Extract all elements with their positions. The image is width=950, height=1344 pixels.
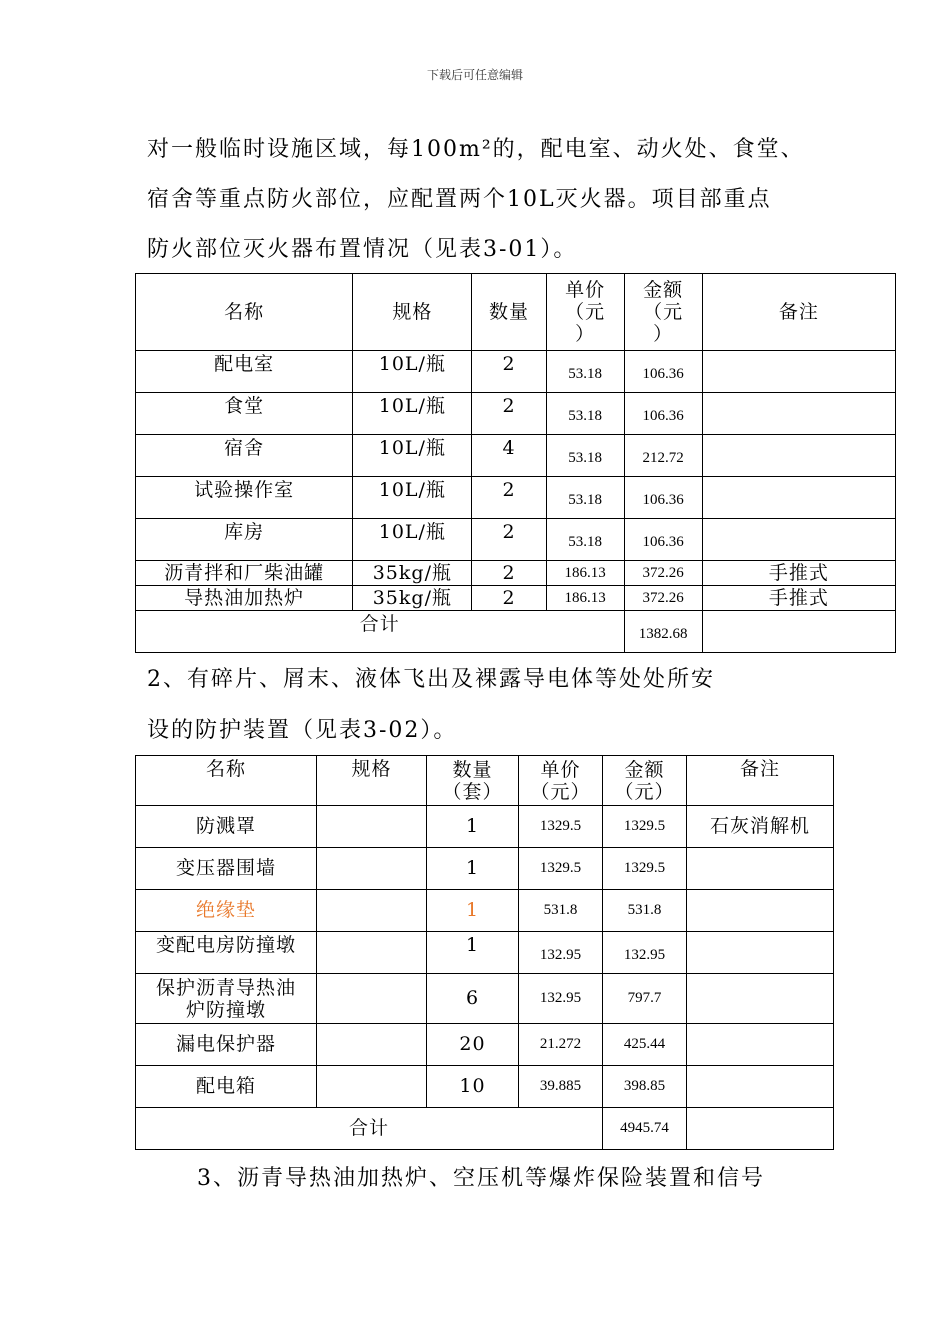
- header-note: 下载后可任意编辑: [426, 68, 523, 82]
- cell-amount: 425.44: [603, 1024, 687, 1066]
- cell-qty: 1: [427, 932, 519, 974]
- cell-amount: 372.26: [624, 586, 702, 611]
- cell-name: 绝缘垫: [136, 890, 317, 932]
- table-row: [136, 1066, 834, 1108]
- cell-spec: [317, 806, 427, 848]
- cell-name: 防溅罩: [136, 806, 317, 848]
- cell-price: 132.95: [519, 974, 603, 1024]
- cell-spec: 10L/瓶: [353, 477, 472, 519]
- cell-amount: 1329.5: [603, 848, 687, 890]
- table-row: [136, 435, 896, 477]
- cell-spec: 10L/瓶: [353, 393, 472, 435]
- header-remark: 备注: [687, 756, 834, 806]
- table-header-row: [136, 756, 834, 806]
- cell-price: 1329.5: [519, 848, 603, 890]
- table-row: [136, 848, 834, 890]
- cell-price: 186.13: [546, 561, 624, 586]
- cell-price: 53.18: [546, 393, 624, 435]
- cell-amount: 797.7: [603, 974, 687, 1024]
- cell-spec: [317, 1024, 427, 1066]
- cell-remark: [687, 1066, 834, 1108]
- cell-name: 配电箱: [136, 1066, 317, 1108]
- total-remark: [702, 611, 895, 653]
- table-row: [136, 974, 834, 1024]
- total-row: [136, 1108, 834, 1150]
- cell-qty: 2: [472, 393, 546, 435]
- cell-spec: [317, 932, 427, 974]
- cell-qty: 2: [472, 477, 546, 519]
- total-label: 合计: [136, 1108, 603, 1150]
- table-row: [136, 890, 834, 932]
- cell-name: 宿舍: [136, 435, 353, 477]
- cell-qty: 1: [427, 848, 519, 890]
- table-row: [136, 393, 896, 435]
- cell-remark: [702, 393, 895, 435]
- cell-remark: 手推式: [702, 561, 895, 586]
- cell-qty: 6: [427, 974, 519, 1024]
- cell-remark: [702, 519, 895, 561]
- cell-spec: 10L/瓶: [353, 351, 472, 393]
- cell-amount: 106.36: [624, 351, 702, 393]
- cell-qty: 1: [427, 890, 519, 932]
- cell-name: 试验操作室: [136, 477, 353, 519]
- cell-spec: 35kg/瓶: [353, 586, 472, 611]
- cell-qty: 4: [472, 435, 546, 477]
- cell-price: 1329.5: [519, 806, 603, 848]
- cell-amount: 132.95: [603, 932, 687, 974]
- cell-qty: 2: [472, 586, 546, 611]
- cell-remark: [687, 848, 834, 890]
- protection-device-table: [135, 755, 834, 1150]
- paragraph-1-line-3: 防火部位灭火器布置情况（见表3-01）。: [147, 237, 578, 262]
- cell-remark: [702, 351, 895, 393]
- cell-price: 21.272: [519, 1024, 603, 1066]
- cell-amount: 398.85: [603, 1066, 687, 1108]
- cell-price: 39.885: [519, 1066, 603, 1108]
- cell-remark: 石灰消解机: [687, 806, 834, 848]
- table-row: [136, 561, 896, 586]
- header-name: 名称: [136, 274, 353, 351]
- cell-spec: 35kg/瓶: [353, 561, 472, 586]
- cell-name: 食堂: [136, 393, 353, 435]
- cell-price: 53.18: [546, 351, 624, 393]
- cell-price: 531.8: [519, 890, 603, 932]
- cell-price: 53.18: [546, 435, 624, 477]
- cell-name: 变压器围墙: [136, 848, 317, 890]
- total-amount: 1382.68: [624, 611, 702, 653]
- table-row: [136, 932, 834, 974]
- header-price: 单价 （元）: [519, 756, 603, 806]
- total-row: [136, 611, 896, 653]
- header-qty: 数量: [472, 274, 546, 351]
- header-spec: 规格: [353, 274, 472, 351]
- cell-qty: 2: [472, 519, 546, 561]
- cell-spec: [317, 890, 427, 932]
- cell-qty: 10: [427, 1066, 519, 1108]
- cell-remark: [687, 932, 834, 974]
- cell-spec: 10L/瓶: [353, 519, 472, 561]
- cell-remark: [687, 974, 834, 1024]
- table-row: [136, 519, 896, 561]
- cell-name: 配电室: [136, 351, 353, 393]
- cell-remark: [687, 1024, 834, 1066]
- cell-name: 漏电保护器: [136, 1024, 317, 1066]
- header-amount: 金额 （元）: [603, 756, 687, 806]
- table-row: [136, 1024, 834, 1066]
- cell-qty: 2: [472, 561, 546, 586]
- header-name: 名称: [136, 756, 317, 806]
- cell-spec: [317, 1066, 427, 1108]
- fire-extinguisher-table: [135, 273, 896, 653]
- cell-name: 导热油加热炉: [136, 586, 353, 611]
- cell-amount: 531.8: [603, 890, 687, 932]
- header-amount: 金额 （元 ）: [624, 274, 702, 351]
- paragraph-1-line-2: 宿舍等重点防火部位，应配置两个10L灭火器。项目部重点: [147, 187, 772, 212]
- cell-name: 变配电房防撞墩: [136, 932, 317, 974]
- cell-spec: 10L/瓶: [353, 435, 472, 477]
- cell-spec: [317, 848, 427, 890]
- cell-remark: [702, 477, 895, 519]
- paragraph-1-line-1: 对一般临时设施区域，每100m²的，配电室、动火处、食堂、: [147, 137, 805, 162]
- header-spec: 规格: [317, 756, 427, 806]
- cell-remark: 手推式: [702, 586, 895, 611]
- table-row: [136, 586, 896, 611]
- table-row: [136, 477, 896, 519]
- cell-name: 沥青拌和厂柴油罐: [136, 561, 353, 586]
- header-price: 单价 （元 ）: [546, 274, 624, 351]
- cell-spec: [317, 974, 427, 1024]
- cell-remark: [702, 435, 895, 477]
- cell-price: 132.95: [519, 932, 603, 974]
- cell-amount: 1329.5: [603, 806, 687, 848]
- header-remark: 备注: [702, 274, 895, 351]
- paragraph-2-line-2: 设的防护装置（见表3-02）。: [147, 718, 458, 743]
- cell-qty: 20: [427, 1024, 519, 1066]
- cell-qty: 1: [427, 806, 519, 848]
- cell-name: 库房: [136, 519, 353, 561]
- cell-amount: 106.36: [624, 519, 702, 561]
- cell-amount: 106.36: [624, 393, 702, 435]
- cell-price: 53.18: [546, 519, 624, 561]
- table-header-row: [136, 274, 896, 351]
- cell-amount: 212.72: [624, 435, 702, 477]
- total-amount: 4945.74: [603, 1108, 687, 1150]
- cell-remark: [687, 890, 834, 932]
- total-remark: [687, 1108, 834, 1150]
- cell-name: 保护沥青导热油 炉防撞墩: [136, 974, 317, 1024]
- cell-amount: 106.36: [624, 477, 702, 519]
- header-qty: 数量 （套）: [427, 756, 519, 806]
- table-row: [136, 806, 834, 848]
- total-label: 合计: [136, 611, 625, 653]
- paragraph-2-line-1: 2、有碎片、屑末、液体飞出及裸露导电体等处处所安: [147, 667, 715, 692]
- table-row: [136, 351, 896, 393]
- paragraph-3-line-1: 3、沥青导热油加热炉、空压机等爆炸保险装置和信号: [197, 1166, 765, 1191]
- cell-price: 53.18: [546, 477, 624, 519]
- cell-qty: 2: [472, 351, 546, 393]
- cell-price: 186.13: [546, 586, 624, 611]
- cell-amount: 372.26: [624, 561, 702, 586]
